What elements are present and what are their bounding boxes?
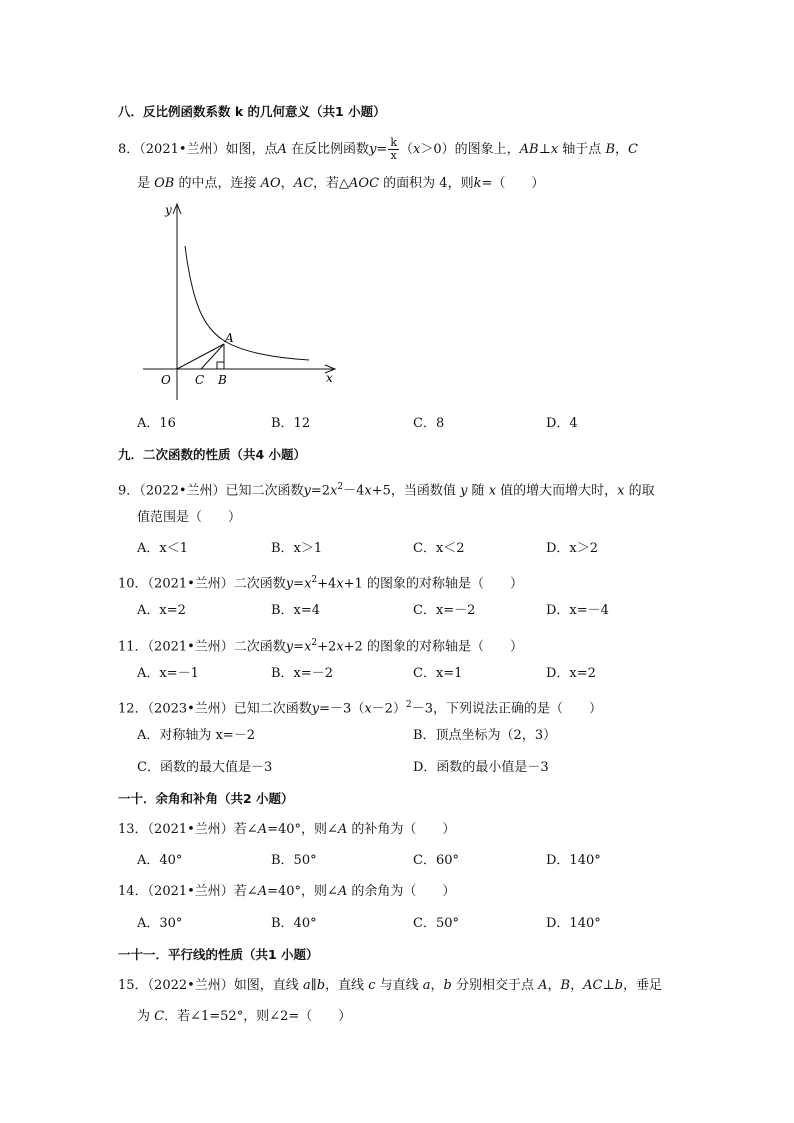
q8-text: 的中点，连接 xyxy=(174,176,261,191)
q8-text: 的面积为 4，则 xyxy=(379,176,474,191)
q8-var: OB xyxy=(154,176,175,191)
q10-var: x xyxy=(304,576,312,592)
q8-text: ， xyxy=(615,142,629,157)
q11-exponent: 2 xyxy=(311,638,318,648)
q15-var: AC xyxy=(583,978,603,993)
q10-text: +1 的图象的对称轴是（ ） xyxy=(343,576,523,592)
q10-option-c[interactable]: C．x=－2 xyxy=(413,603,476,618)
q14-text: =40°，则∠ xyxy=(267,884,338,899)
question-9-line-2: 值范围是（ ） xyxy=(137,510,242,525)
q9-var: x xyxy=(617,483,625,499)
q8-text: ＞0）的图象上， xyxy=(420,142,520,157)
q15-text: ∥ xyxy=(310,978,317,993)
question-14 xyxy=(118,883,455,901)
q15-text: 分别相交于点 xyxy=(451,978,539,993)
q12-text: －2） xyxy=(371,701,406,717)
q10-option-a[interactable]: A．x=2 xyxy=(137,603,186,618)
q14-option-c[interactable]: C．50° xyxy=(413,916,459,931)
q8-text: 8．（2021•兰州）如图，点 xyxy=(118,142,278,157)
q15-var: C xyxy=(154,1009,165,1024)
q14-text: 的余角为（ ） xyxy=(347,884,456,899)
q9-text: =2 xyxy=(310,483,331,499)
q8-text: = xyxy=(376,142,388,157)
q10-var: y xyxy=(285,576,294,592)
q11-text: +2 xyxy=(317,639,337,655)
q11-var: x xyxy=(336,639,344,655)
q14-text: 14．（2021•兰州）若∠ xyxy=(118,884,258,899)
q9-text: －4 xyxy=(343,483,365,499)
q9-var: x xyxy=(364,483,372,499)
label-y: y xyxy=(165,203,172,217)
q8-var: A xyxy=(277,142,287,157)
q15-text: ， xyxy=(570,978,584,993)
q8-option-d[interactable]: D．4 xyxy=(546,416,578,431)
q8-text: ⊥ xyxy=(538,142,551,157)
q8-option-a[interactable]: A．16 xyxy=(137,416,176,431)
q9-exponent: 2 xyxy=(337,482,344,492)
q15-var: b xyxy=(614,978,623,993)
q15-var: A xyxy=(538,978,548,993)
q9-option-c[interactable]: C．x＜2 xyxy=(413,541,465,556)
question-8-line-1 xyxy=(118,137,638,162)
q15-text: ，垂足 xyxy=(623,978,663,993)
q9-var: x xyxy=(330,483,338,499)
q11-text: = xyxy=(293,639,305,655)
q8-var: B xyxy=(605,142,615,157)
q9-var: y xyxy=(460,483,468,499)
q14-option-b[interactable]: B．40° xyxy=(271,916,317,931)
q9-option-b[interactable]: B．x＞1 xyxy=(271,541,323,556)
hyperbola-curve xyxy=(185,246,309,360)
fraction-numerator: k xyxy=(390,136,397,149)
label-C: C xyxy=(195,373,205,387)
q13-option-d[interactable]: D．140° xyxy=(546,853,601,868)
label-A: A xyxy=(225,331,234,345)
q15-var: a xyxy=(302,978,311,993)
q15-var: B xyxy=(560,978,571,993)
q15-text: ．若∠1=52°，则∠2=（ ） xyxy=(164,1009,352,1024)
q11-option-a[interactable]: A．x=－1 xyxy=(137,666,199,681)
q8-var: C xyxy=(628,142,638,157)
q10-option-b[interactable]: B．x=4 xyxy=(271,603,321,618)
q9-text: +5，当函数值 xyxy=(371,483,461,499)
q8-text: （ xyxy=(400,142,414,157)
q8-var: AO xyxy=(260,176,281,191)
q12-var: x xyxy=(364,701,372,717)
q15-text: 为 xyxy=(137,1009,155,1024)
q15-var: c xyxy=(368,978,376,993)
question-9-line-1 xyxy=(118,478,655,500)
q11-text: 11．（2021•兰州）二次函数 xyxy=(118,639,286,655)
q8-var: AC xyxy=(293,176,314,191)
q15-var: a xyxy=(422,978,431,993)
q9-option-d[interactable]: D．x＞2 xyxy=(546,541,599,556)
q11-option-c[interactable]: C．x=1 xyxy=(413,666,463,681)
q14-option-a[interactable]: A．30° xyxy=(137,916,183,931)
q8-text: 在反比例函数 xyxy=(286,142,370,157)
q10-option-d[interactable]: D．x=－4 xyxy=(546,603,609,618)
question-8-line-2 xyxy=(137,175,544,193)
q8-var: x xyxy=(413,142,421,157)
q13-var: A xyxy=(337,822,348,837)
q12-option-d[interactable]: D．函数的最小值是－3 xyxy=(413,760,549,775)
segment-AC xyxy=(201,344,224,369)
q15-text: ， xyxy=(547,978,561,993)
inverse-function-figure xyxy=(135,198,345,408)
q8-var: k xyxy=(473,176,482,191)
q8-var: x xyxy=(550,142,559,157)
q11-var: x xyxy=(304,639,312,655)
q9-var: y xyxy=(303,483,311,499)
section-heading-8: 八．反比例函数系数 k 的几何意义（共1 小题） xyxy=(118,104,386,119)
q15-text: 与直线 xyxy=(375,978,423,993)
q10-text: = xyxy=(293,576,305,592)
q11-var: y xyxy=(285,639,294,655)
q8-text: ，若△ xyxy=(313,176,350,191)
section-heading-11: 一十一．平行线的性质（共1 小题） xyxy=(118,947,319,962)
label-x: x xyxy=(326,371,333,385)
label-O: O xyxy=(161,373,171,387)
q13-option-b[interactable]: B．50° xyxy=(271,853,317,868)
q15-text: ⊥ xyxy=(602,978,615,993)
q8-option-b[interactable]: B．12 xyxy=(271,416,311,431)
q11-text: +2 的图象的对称轴是（ ） xyxy=(343,639,523,655)
q8-text: 是 xyxy=(137,176,155,191)
q8-var: y xyxy=(369,142,377,157)
q8-var: AOC xyxy=(349,176,380,191)
q9-text: 的取 xyxy=(624,483,655,499)
question-15-line-1 xyxy=(118,977,662,995)
q8-fraction xyxy=(388,137,399,162)
q15-var: b xyxy=(443,978,452,993)
q11-option-b[interactable]: B．x=－2 xyxy=(271,666,334,681)
q9-text: 值的增大而增大时， xyxy=(496,483,618,499)
q10-text: +4 xyxy=(317,576,337,592)
q8-var: AB xyxy=(519,142,539,157)
q12-option-c[interactable]: C．函数的最大值是－3 xyxy=(137,760,273,775)
q10-exponent: 2 xyxy=(311,575,318,585)
q15-text: ， xyxy=(430,978,444,993)
q10-var: x xyxy=(336,576,344,592)
q9-option-a[interactable]: A．x＜1 xyxy=(137,541,188,556)
section-heading-10: 一十．余角和补角（共2 小题） xyxy=(118,791,294,806)
q15-var: b xyxy=(316,978,326,993)
q12-exponent: 2 xyxy=(405,700,412,710)
q15-text: ，直线 xyxy=(325,978,369,993)
q13-option-c[interactable]: C．60° xyxy=(413,853,459,868)
q12-var: y xyxy=(311,701,320,717)
question-11 xyxy=(118,634,523,656)
question-15-line-2 xyxy=(137,1008,351,1026)
q15-text: 15．（2022•兰州）如图，直线 xyxy=(118,978,303,993)
q12-text: 12．（2023•兰州）已知二次函数 xyxy=(118,701,312,717)
q14-var: A xyxy=(257,884,268,899)
right-angle-mark xyxy=(217,362,224,369)
question-12 xyxy=(118,696,602,718)
q13-option-a[interactable]: A．40° xyxy=(137,853,183,868)
q13-text: 的补角为（ ） xyxy=(347,822,456,837)
q14-option-d[interactable]: D．140° xyxy=(546,916,601,931)
label-B: B xyxy=(218,373,227,387)
q9-text: 9．（2022•兰州）已知二次函数 xyxy=(118,483,304,499)
q14-var: A xyxy=(337,884,348,899)
q13-var: A xyxy=(257,822,268,837)
q9-text: 随 xyxy=(467,483,489,499)
q11-option-d[interactable]: D．x=2 xyxy=(546,666,596,681)
q8-text: =（ ） xyxy=(481,176,545,191)
fraction-denominator: x xyxy=(390,149,397,162)
q12-text: =－3（ xyxy=(319,701,365,717)
q12-option-a[interactable]: A．对称轴为 x=－2 xyxy=(137,728,256,743)
q8-option-c[interactable]: C．8 xyxy=(413,416,445,431)
question-13 xyxy=(118,821,455,839)
q12-option-b[interactable]: B．顶点坐标为（2，3） xyxy=(413,728,557,743)
q10-text: 10．（2021•兰州）二次函数 xyxy=(118,576,286,592)
q9-var: x xyxy=(488,483,497,499)
q8-text: 轴于点 xyxy=(558,142,606,157)
q13-text: 13．（2021•兰州）若∠ xyxy=(118,822,258,837)
question-10 xyxy=(118,571,523,593)
q12-text: －3，下列说法正确的是（ ） xyxy=(411,701,602,717)
section-heading-9: 九．二次函数的性质（共4 小题） xyxy=(118,447,307,462)
q13-text: =40°，则∠ xyxy=(267,822,338,837)
q8-text: ， xyxy=(280,176,294,191)
